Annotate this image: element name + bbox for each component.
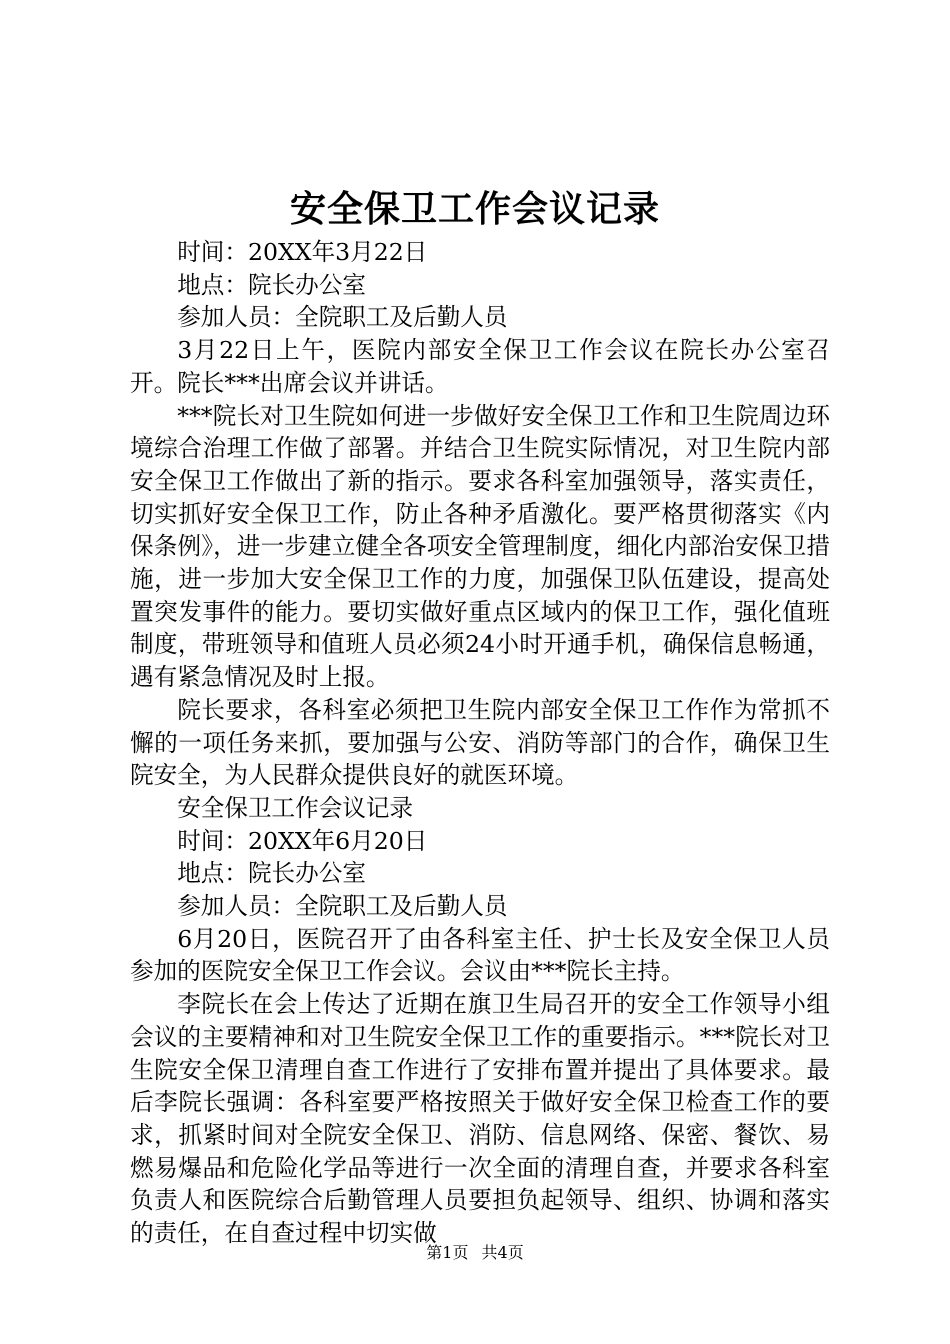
paragraph: 地点：院长办公室 (177, 270, 366, 299)
document-title: 安全保卫工作会议记录 (289, 188, 660, 230)
page-footer (0, 1242, 950, 1264)
paragraph: ***院长对卫生院如何进一步做好安全保卫工作和卫生院周边环境综合治理工作做了部署。并结合卫生院实际情况，对卫生院内部安全保卫工作做出了新的指示。要求各科室加强领导，落实责任，切实抓好安全保卫工作，防止各种矛盾激化。要严格贯彻落实《内保条例》，进一步建立健全各项安全管理制度，细化内部治安保卫措施，进一步加大安全保卫工作的力度，加强保卫队伍建设，提高处置突发事件的能力。要切实做好重点区域内的保卫工作，强化值班制度，带班领导和值班人员必须24小时开通手机，确保信息畅通，遇有紧急情况及时上报。 (130, 401, 830, 692)
paragraph: 时间：20XX年3月22日 (177, 238, 428, 266)
page-total: 共4页 (481, 1243, 524, 1262)
page-number: 第1页 (426, 1243, 469, 1262)
paragraph: 院长要求，各科室必须把卫生院内部安全保卫工作作为常抓不懈的一项任务来抓，要加强与公安、消防等部门的合作，确保卫生院安全，为人民群众提供良好的就医环境。 (130, 695, 830, 790)
paragraph: 安全保卫工作会议记录 (177, 793, 414, 822)
paragraph: 地点：院长办公室 (177, 859, 366, 888)
paragraph: 参加人员：全院职工及后勤人员 (177, 892, 508, 921)
paragraph: 3月22日上午，医院内部安全保卫工作会议在院长办公室召开。院长***出席会议并讲话。 (130, 336, 830, 397)
document-body (130, 236, 830, 1250)
paragraph: 参加人员：全院职工及后勤人员 (177, 303, 508, 332)
paragraph: 时间：20XX年6月20日 (177, 826, 428, 855)
paragraph: 6月20日，医院召开了由各科室主任、护士长及安全保卫人员参加的医院安全保卫工作会议。会议由***院长主持。 (130, 924, 830, 986)
paragraph: 李院长在会上传达了近期在旗卫生局召开的安全工作领导小组会议的主要精神和对卫生院安全保卫工作的重要指示。***院长对卫生院安全保卫清理自查工作进行了安排布置并提出了具体要求。最后李院长强调：各科室要严格按照关于做好安全保卫检查工作的要求，抓紧时间对全院安全保卫、消防、信息网络、保密、餐饮、易燃易爆品和危险化学品等进行一次全面的清理自查，并要求各科室负责人和医院综合后勤管理人员要担负起领导、组织、协调和落实的责任，在自查过程中切实做 (130, 990, 830, 1248)
